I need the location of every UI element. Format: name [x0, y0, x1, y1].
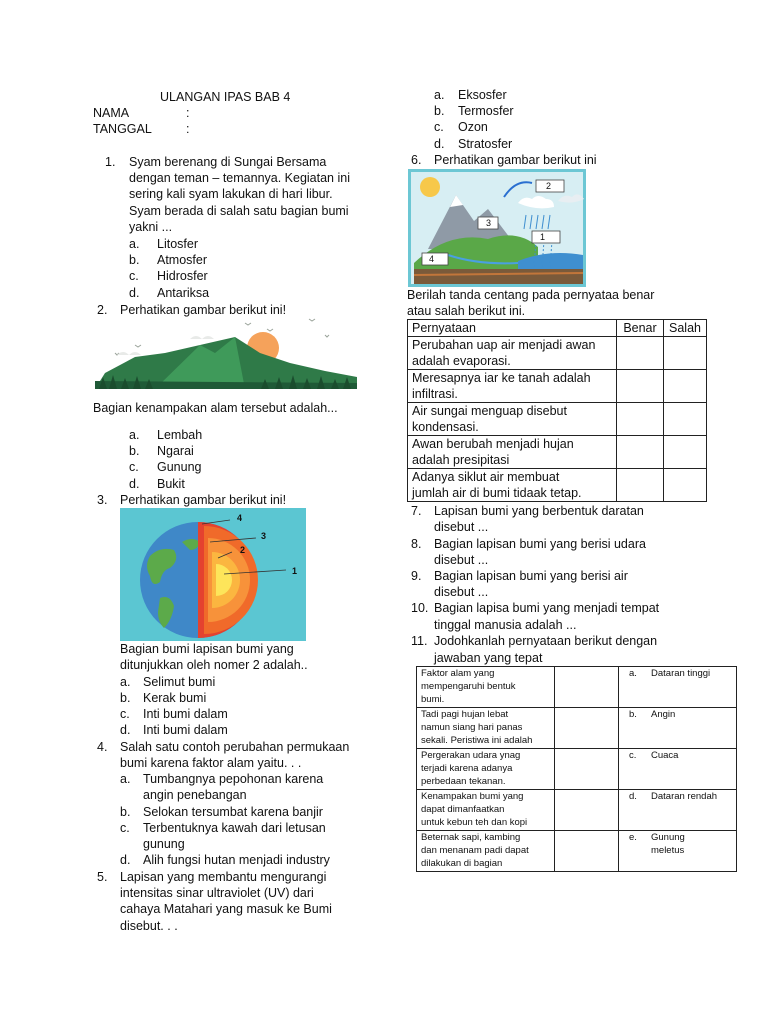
statement-line: Beternak sapi, kambing [421, 832, 521, 843]
option-letter: c. [434, 120, 444, 134]
statement-line: Awan berubah menjadi hujan [412, 437, 574, 451]
option-text: Ozon [458, 120, 488, 134]
benar-checkbox-cell[interactable] [617, 469, 664, 502]
statement-cell [417, 708, 555, 749]
answer-line: Cuaca [651, 750, 679, 761]
statement-line: Faktor alam yang [421, 668, 495, 679]
benar-checkbox-cell[interactable] [617, 370, 664, 403]
question-text-line: Syam berenang di Sungai Bersama [129, 155, 327, 169]
statement-line: perbedaan tekanan. [421, 776, 506, 787]
exam-title: ULANGAN IPAS BAB 4 [160, 90, 291, 104]
statement-cell [417, 790, 555, 831]
layer-label: 3 [261, 531, 267, 541]
instruction-line: atau salah berikut ini. [407, 304, 526, 318]
answer-letter: a. [619, 667, 648, 708]
question-text-line: Lapisan yang membantu mengurangi [120, 870, 327, 884]
statement-line: adalah evaporasi. [412, 354, 511, 368]
diagram-label: 3 [486, 218, 492, 228]
statement-line: infiltrasi. [412, 387, 458, 401]
statement-cell [408, 370, 617, 403]
answer-letter: b. [619, 708, 648, 749]
statement-cell [417, 667, 555, 708]
statement-line: Perubahan uap air menjadi awan [412, 338, 596, 352]
statement-line: dilakukan di bagian [421, 858, 503, 869]
question-text-line: yakni ... [129, 220, 173, 234]
answer-line: meletus [651, 845, 685, 856]
layer-label: 1 [292, 566, 298, 576]
question-text-line: disebut ... [434, 553, 489, 567]
question-text-line: sering kali syam lakukan di hari libur. [129, 187, 333, 201]
question-number: 11. [411, 634, 428, 648]
table-row [408, 403, 707, 436]
option-letter: c. [120, 821, 130, 835]
statement-cell [408, 469, 617, 502]
date-label: TANGGAL [93, 122, 152, 136]
table-row [408, 370, 707, 403]
question-text-line: Syam berada di salah satu bagian bumi [129, 204, 349, 218]
table-row [408, 436, 707, 469]
statement-line: sekali. Peristiwa ini adalah [421, 735, 533, 746]
salah-checkbox-cell[interactable] [664, 370, 707, 403]
matching-table [416, 666, 737, 872]
question-text: Bagian kenampakan alam tersebut adalah... [93, 401, 338, 415]
question-number: 10. [411, 601, 429, 615]
option-text: Atmosfer [157, 253, 208, 267]
table-header: Pernyataan [408, 320, 617, 337]
question-number: 5. [97, 870, 108, 884]
salah-checkbox-cell[interactable] [664, 403, 707, 436]
question-text-line: disebut ... [434, 585, 489, 599]
question-number: 9. [411, 569, 422, 583]
answer-line: Angin [651, 709, 676, 720]
statement-line: bumi. [421, 694, 445, 705]
question-prompt: Perhatikan gambar berikut ini [434, 153, 597, 167]
statement-line: Tadi pagi hujan lebat [421, 709, 509, 720]
water-cycle-image [408, 169, 586, 287]
answer-text-cell [647, 667, 737, 708]
statement-line: kondensasi. [412, 420, 479, 434]
salah-checkbox-cell[interactable] [664, 436, 707, 469]
option-letter: d. [120, 723, 131, 737]
answer-letter: e. [619, 831, 648, 872]
benar-checkbox-cell[interactable] [617, 337, 664, 370]
statement-cell [417, 831, 555, 872]
statement-line: mempengaruhi bentuk [421, 681, 516, 692]
option-text: gunung [143, 837, 185, 851]
statement-line: Pergerakan udara ynag [421, 750, 521, 761]
earth-layers-image [120, 508, 306, 641]
answer-text-cell [647, 708, 737, 749]
option-text: Eksosfer [458, 88, 507, 102]
table-row [408, 469, 707, 502]
option-letter: d. [434, 137, 445, 151]
mountain-landscape-image [95, 315, 357, 389]
salah-checkbox-cell[interactable] [664, 469, 707, 502]
statement-line: dan menanam padi dapat [421, 845, 529, 856]
option-text: Litosfer [157, 237, 198, 251]
table-row [417, 667, 737, 708]
answer-blank-cell[interactable] [555, 667, 619, 708]
statement-line: dapat dimanfaatkan [421, 804, 505, 815]
question-text-line: Bagian lapisa bumi yang menjadi tempat [434, 601, 660, 615]
statement-line: jumlah air di bumi tidaak tetap. [412, 486, 582, 500]
question-text-line: dengan teman – temannya. Kegiatan ini [129, 171, 350, 185]
answer-text-cell [647, 790, 737, 831]
option-text: Tumbangnya pepohonan karena [143, 772, 324, 786]
question-number: 4. [97, 740, 108, 754]
option-text: Selimut bumi [143, 675, 216, 689]
layer-label: 4 [237, 513, 243, 523]
option-letter: d. [120, 853, 131, 867]
option-letter: b. [434, 104, 445, 118]
question-text-line: disebut. . . [120, 919, 178, 933]
statement-cell [408, 403, 617, 436]
answer-blank-cell[interactable] [555, 790, 619, 831]
option-text: Kerak bumi [143, 691, 207, 705]
table-row [417, 749, 737, 790]
statement-cell [408, 436, 617, 469]
answer-line: Dataran rendah [651, 791, 718, 802]
question-number: 3. [97, 493, 108, 507]
statement-line: Meresapnya iar ke tanah adalah [412, 371, 591, 385]
question-text-line: Bagian bumi lapisan bumi yang [120, 642, 294, 656]
diagram-label: 4 [429, 254, 435, 264]
question-number: 6. [411, 153, 422, 167]
statement-line: untuk kebun teh dan kopi [421, 817, 528, 828]
question-text-line: Salah satu contoh perubahan permukaan [120, 740, 350, 754]
option-text: Inti bumi dalam [143, 723, 228, 737]
question-prompt: Perhatikan gambar berikut ini! [120, 303, 287, 317]
question-text-line: Bagian lapisan bumi yang berisi air [434, 569, 628, 583]
question-number: 7. [411, 504, 422, 518]
option-text: Lembah [157, 428, 203, 442]
option-letter: b. [129, 444, 140, 458]
option-text: angin penebangan [143, 788, 247, 802]
question-text-line: disebut ... [434, 520, 489, 534]
option-letter: a. [129, 237, 140, 251]
answer-text-cell [647, 831, 737, 872]
answer-letter: c. [619, 749, 648, 790]
option-letter: d. [129, 477, 140, 491]
option-letter: c. [129, 460, 139, 474]
answer-blank-cell[interactable] [555, 708, 619, 749]
statement-line: Air sungai menguap disebut [412, 404, 567, 418]
question-text-line: Lapisan bumi yang berbentuk daratan [434, 504, 644, 518]
table-row [417, 708, 737, 749]
question-number: 2. [97, 303, 108, 317]
question-text-line: cahaya Matahari yang masuk ke Bumi [120, 902, 332, 916]
option-letter: d. [129, 286, 140, 300]
question-text-line: Bagian lapisan bumi yang berisi udara [434, 537, 646, 551]
table-row [417, 831, 737, 872]
question-text-line: tinggal manusia adalah ... [434, 618, 577, 632]
sun-icon [420, 177, 440, 197]
benar-checkbox-cell[interactable] [617, 436, 664, 469]
question-text-line: Jodohkanlah pernyataan berikut dengan [434, 634, 658, 648]
question-text-line: jawaban yang tepat [434, 651, 543, 665]
answer-line: Gunung [651, 832, 685, 843]
cloud-icon [117, 352, 141, 355]
question-prompt: Perhatikan gambar berikut ini! [120, 493, 287, 507]
statement-cell [408, 337, 617, 370]
option-text: Antariksa [157, 286, 210, 300]
table-row [417, 790, 737, 831]
option-letter: a. [434, 88, 445, 102]
option-text: Bukit [157, 477, 185, 491]
option-text: Selokan tersumbat karena banjir [143, 805, 323, 819]
option-text: Gunung [157, 460, 202, 474]
name-label: NAMA [93, 106, 130, 120]
instruction-line: Berilah tanda centang pada pernyataa benar [407, 288, 655, 302]
layer-label: 2 [240, 545, 246, 555]
benar-checkbox-cell[interactable] [617, 403, 664, 436]
question-number: 1. [105, 155, 116, 169]
table-header: Salah [664, 320, 707, 337]
statement-line: adalah presipitasi [412, 453, 510, 467]
answer-text-cell [647, 749, 737, 790]
answer-letter: d. [619, 790, 648, 831]
option-letter: a. [129, 428, 140, 442]
question-text-line: ditunjukkan oleh nomer 2 adalah.. [120, 658, 308, 672]
statement-line: Kenampakan bumi yang [421, 791, 524, 802]
option-text: Hidrosfer [157, 269, 208, 283]
true-false-table [407, 319, 707, 502]
option-text: Ngarai [157, 444, 194, 458]
diagram-label: 1 [540, 232, 546, 242]
statement-line: Adanya siklut air membuat [412, 470, 560, 484]
answer-blank-cell[interactable] [555, 831, 619, 872]
cloud-icon [190, 336, 214, 339]
table-header: Benar [617, 320, 664, 337]
salah-checkbox-cell[interactable] [664, 337, 707, 370]
answer-line: Dataran tinggi [651, 668, 711, 679]
option-letter: c. [120, 707, 130, 721]
option-letter: a. [120, 675, 131, 689]
question-text-line: intensitas sinar ultraviolet (UV) dari [120, 886, 314, 900]
question-number: 8. [411, 537, 422, 551]
diagram-label: 2 [546, 181, 552, 191]
option-letter: b. [120, 805, 131, 819]
option-text: Alih fungsi hutan menjadi industry [143, 853, 330, 867]
option-letter: c. [129, 269, 139, 283]
option-letter: b. [120, 691, 131, 705]
statement-line: namun siang hari panas [421, 722, 523, 733]
question-text-line: bumi karena faktor alam yaitu. . . [120, 756, 302, 770]
option-text: Stratosfer [458, 137, 513, 151]
date-colon: : [186, 122, 190, 136]
answer-blank-cell[interactable] [555, 749, 619, 790]
option-text: Termosfer [458, 104, 514, 118]
option-text: Inti bumi dalam [143, 707, 228, 721]
option-letter: a. [120, 772, 131, 786]
statement-line: terjadi karena adanya [421, 763, 513, 774]
table-row [408, 337, 707, 370]
option-text: Terbentuknya kawah dari letusan [143, 821, 326, 835]
statement-cell [417, 749, 555, 790]
name-colon: : [186, 106, 190, 120]
option-letter: b. [129, 253, 140, 267]
